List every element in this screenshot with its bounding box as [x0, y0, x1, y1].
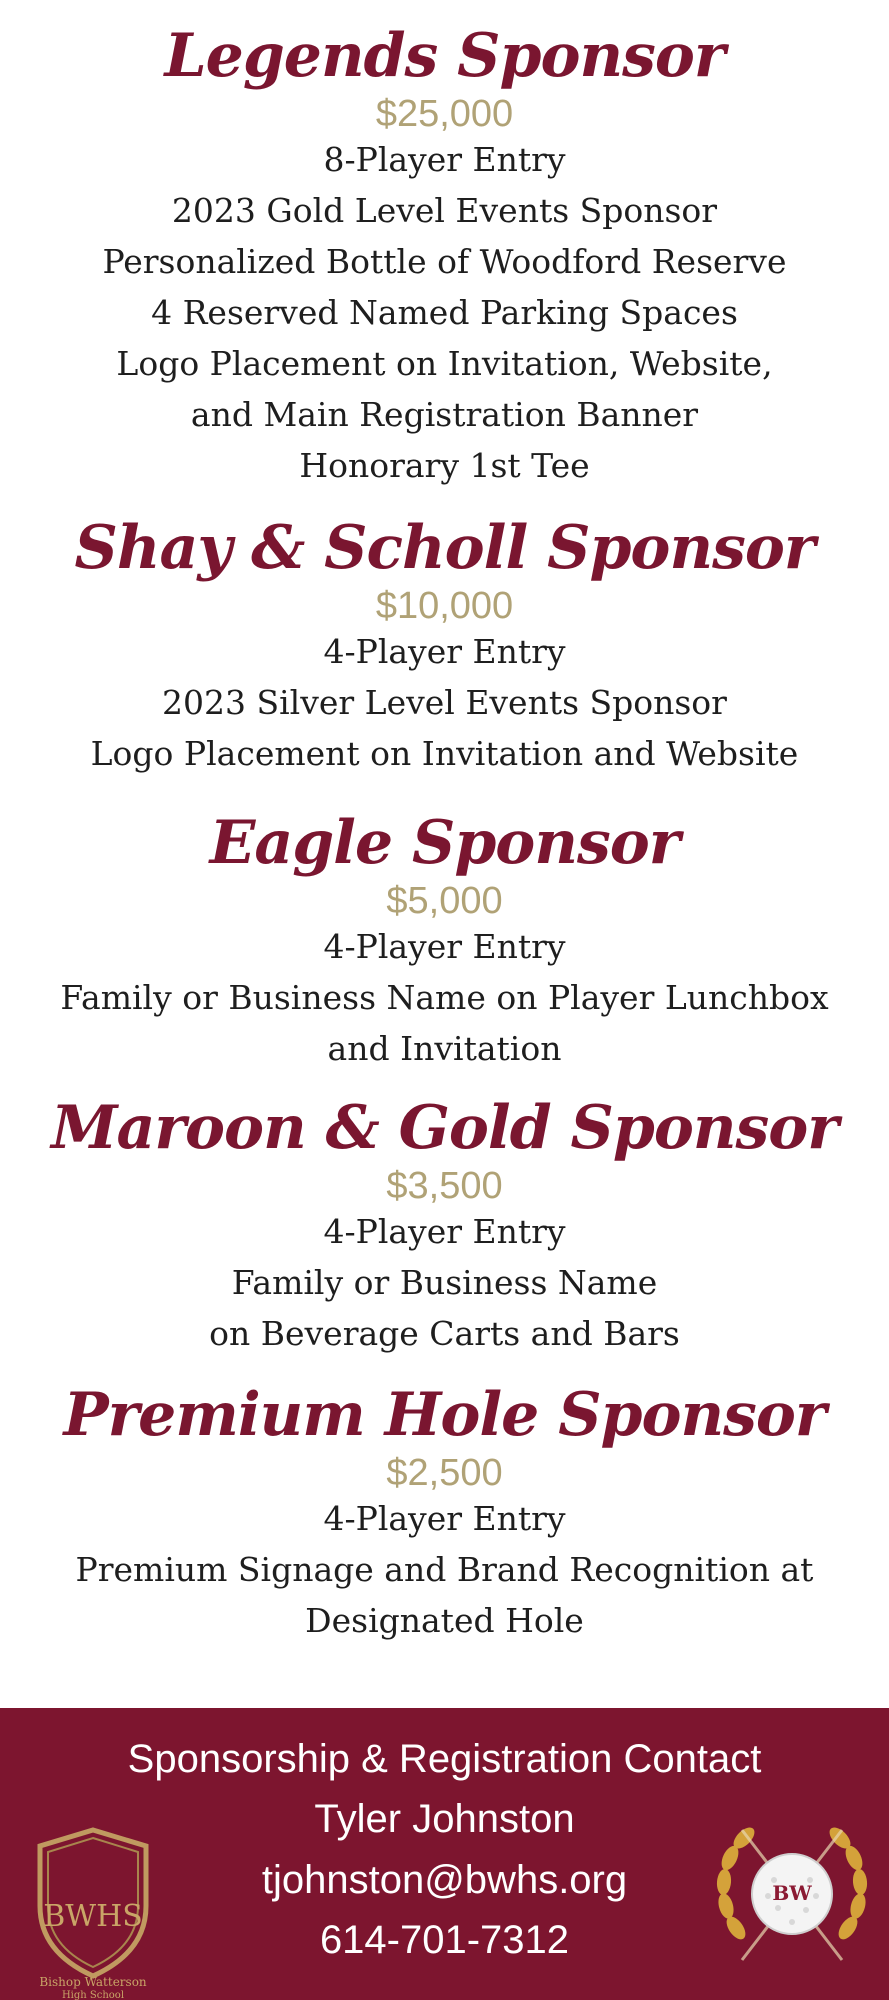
crest-caption-school: Bishop Watterson — [39, 1975, 147, 1989]
tier-benefit: 2023 Gold Level Events Sponsor — [171, 191, 718, 230]
tier-benefit: Family or Business Name on Player Lunchbox — [60, 978, 829, 1017]
tier-title: Legends Sponsor — [164, 21, 725, 91]
tier-benefit: 2023 Silver Level Events Sponsor — [162, 683, 727, 722]
tier-price: $10,000 — [375, 585, 514, 627]
tier-benefit: 4-Player Entry — [323, 632, 566, 671]
tier-benefit: Honorary 1st Tee — [299, 446, 590, 485]
tier-benefit: 4-Player Entry — [323, 1212, 566, 1251]
tier-title: Premium Hole Sponsor — [63, 1380, 826, 1450]
contact-phone[interactable]: 614-701-7312 — [319, 1918, 570, 1962]
tier-benefit: 4-Player Entry — [323, 927, 566, 966]
tier-benefit: 4 Reserved Named Parking Spaces — [151, 293, 738, 332]
tier-benefit: and Main Registration Banner — [190, 395, 699, 434]
contact-email[interactable]: tjohnston@bwhs.org — [261, 1858, 628, 1902]
tier-price: $3,500 — [386, 1165, 503, 1207]
tier-benefit: and Invitation — [327, 1029, 562, 1068]
tier-benefit: Logo Placement on Invitation, Website, — [116, 344, 773, 383]
crest-monogram: BWHS — [43, 1899, 143, 1934]
tier-price: $2,500 — [386, 1452, 503, 1494]
bwhs-crest-logo — [18, 1824, 168, 2000]
crest-caption-level: High School — [61, 1990, 125, 2000]
tier-benefit: 8-Player Entry — [323, 140, 566, 179]
tier-price: $5,000 — [386, 880, 503, 922]
tier-benefit: 4-Player Entry — [323, 1499, 566, 1538]
tier-shay-scholl — [0, 510, 889, 779]
tier-title: Eagle Sponsor — [209, 808, 680, 878]
tier-legends — [0, 18, 889, 491]
tier-title: Maroon & Gold Sponsor — [51, 1093, 838, 1163]
contact-name: Tyler Johnston — [314, 1797, 575, 1841]
tier-benefit: Personalized Bottle of Woodford Reserve — [102, 242, 787, 281]
tier-benefit: on Beverage Carts and Bars — [209, 1314, 680, 1353]
tier-benefit: Premium Signage and Brand Recognition at — [75, 1550, 814, 1589]
golf-ball-laurel-logo — [702, 1800, 882, 1980]
tier-benefit: Designated Hole — [305, 1601, 584, 1640]
tier-title: Shay & Scholl Sponsor — [74, 513, 815, 583]
contact-heading: Sponsorship & Registration Contact — [127, 1737, 762, 1781]
golf-ball-monogram: BW — [772, 1881, 812, 1905]
tier-eagle — [0, 805, 889, 1074]
tier-benefit: Family or Business Name — [231, 1263, 658, 1302]
tier-price: $25,000 — [375, 93, 514, 135]
tier-maroon-gold — [0, 1090, 889, 1359]
tier-benefit: Logo Placement on Invitation and Website — [90, 734, 799, 773]
tier-premium-hole — [0, 1377, 889, 1646]
